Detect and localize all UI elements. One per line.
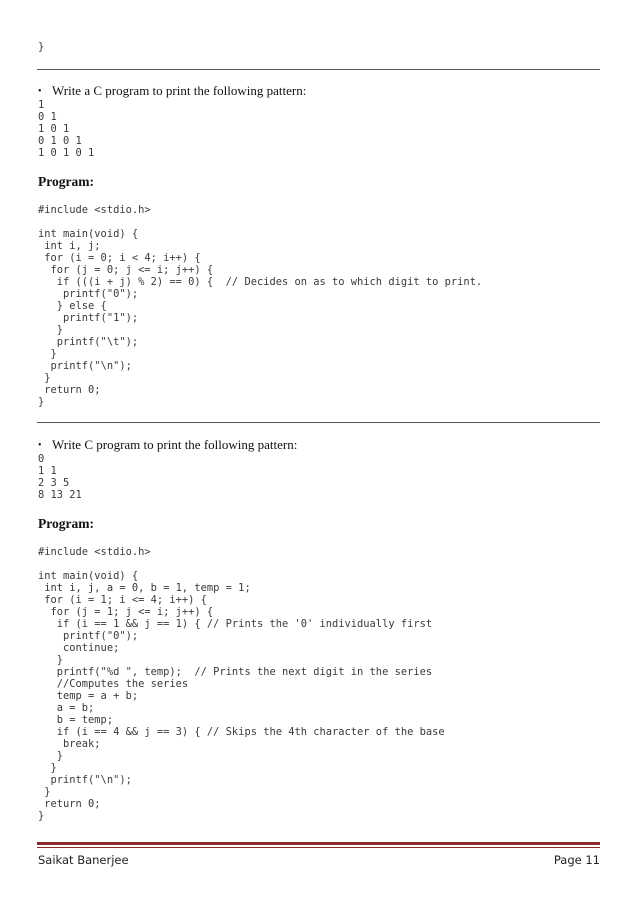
pattern-line: 1 1: [38, 465, 57, 477]
question-text: Write a C program to print the following pattern:: [52, 83, 307, 98]
pattern-line: 1: [38, 99, 45, 111]
code-line: return 0;: [38, 798, 101, 810]
code-line: }: [38, 762, 57, 774]
pattern-line: 1 0 1 0 1: [38, 147, 95, 159]
code-line: return 0;: [38, 384, 101, 396]
question-heading: [38, 437, 297, 453]
code-line: printf("0");: [38, 288, 139, 300]
program-label: Program:: [38, 516, 94, 531]
code-line: #include <stdio.h>: [38, 204, 151, 216]
code-line: if (i == 4 && j == 3) { // Skips the 4th character of the base: [38, 726, 445, 738]
pattern-line: 0: [38, 453, 45, 465]
code-line: } else {: [38, 300, 107, 312]
pattern-line: 0 1: [38, 111, 57, 123]
bullet-icon: •: [38, 440, 42, 451]
code-line: printf("\t");: [38, 336, 139, 348]
code-line: if (((i + j) % 2) == 0) { // Decides on as to which digit to print.: [38, 276, 483, 288]
bullet-icon: •: [38, 86, 42, 97]
code-line: continue;: [38, 642, 120, 654]
code-line: a = b;: [38, 702, 95, 714]
section-divider: [37, 69, 600, 70]
footer-rule: [37, 847, 600, 848]
code-line: for (j = 1; j <= i; j++) {: [38, 606, 214, 618]
code-line: int i, j, a = 0, b = 1, temp = 1;: [38, 582, 251, 594]
code-line: }: [38, 396, 45, 408]
code-line: for (j = 0; j <= i; j++) {: [38, 264, 214, 276]
footer-page-number: Page 11: [553, 853, 600, 867]
code-line: }: [38, 41, 45, 53]
question-text: Write C program to print the following pattern:: [52, 437, 298, 452]
section-divider: [37, 422, 600, 423]
code-line: for (i = 0; i < 4; i++) {: [38, 252, 201, 264]
pattern-line: 0 1 0 1: [38, 135, 82, 147]
code-line: int i, j;: [38, 240, 101, 252]
code-line: }: [38, 324, 64, 336]
code-line: int main(void) {: [38, 228, 139, 240]
question-heading: [38, 83, 306, 99]
code-line: b = temp;: [38, 714, 114, 726]
code-line: temp = a + b;: [38, 690, 139, 702]
code-line: for (i = 1; i <= 4; i++) {: [38, 594, 207, 606]
code-line: if (i == 1 && j == 1) { // Prints the '0' individually first: [38, 618, 433, 630]
code-line: int main(void) {: [38, 570, 139, 582]
pattern-line: 2 3 5: [38, 477, 70, 489]
code-line: printf("1");: [38, 312, 139, 324]
code-line: #include <stdio.h>: [38, 546, 151, 558]
code-line: printf("%d ", temp); // Prints the next digit in the series: [38, 666, 433, 678]
footer-rule: [37, 842, 600, 845]
code-line: }: [38, 372, 51, 384]
code-line: }: [38, 786, 51, 798]
pattern-line: 8 13 21: [38, 489, 82, 501]
code-line: }: [38, 348, 57, 360]
pattern-line: 1 0 1: [38, 123, 70, 135]
code-line: break;: [38, 738, 101, 750]
footer-author: Saikat Banerjee: [38, 853, 129, 867]
code-line: }: [38, 810, 45, 822]
code-line: }: [38, 750, 64, 762]
code-line: }: [38, 654, 64, 666]
code-line: //Computes the series: [38, 678, 189, 690]
code-line: printf("\n");: [38, 360, 132, 372]
code-line: printf("\n");: [38, 774, 132, 786]
code-line: printf("0");: [38, 630, 139, 642]
program-label: Program:: [38, 174, 94, 189]
